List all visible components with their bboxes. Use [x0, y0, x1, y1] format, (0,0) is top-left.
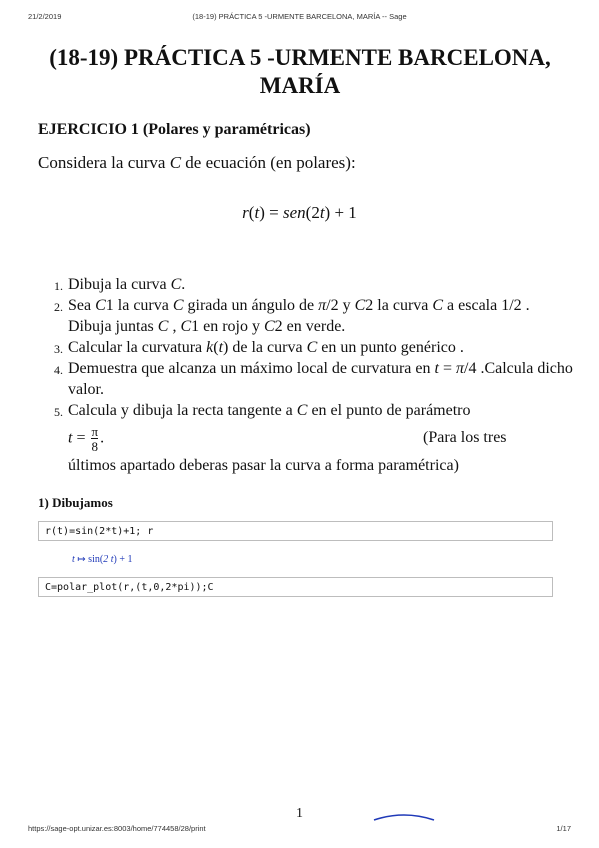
list-item: 1. Dibuja la curva C.	[48, 274, 573, 295]
print-pager: 1/17	[556, 824, 571, 833]
plot-curve-fragment	[370, 808, 440, 824]
print-url: https://sage-opt.unizar.es:8003/home/774458/28/print	[28, 824, 206, 833]
print-tab-title: (18-19) PRÁCTICA 5 -URMENTE BARCELONA, MARÍA -- Sage	[192, 12, 407, 21]
parameter-line	[68, 421, 573, 455]
curve-equation: r(t) = sen(2t) + 1	[242, 203, 357, 222]
list-item: 3. Calcular la curvatura k(t) de la curva C en un punto genérico .	[48, 337, 573, 358]
list-item: 2. Sea C1 la curva C girada un ángulo de π/2 y C2 la curva C a escala 1/2 . Dibuja juntas C , C1 en rojo y C2 en verde.	[54, 297, 530, 335]
list-item: 4. Demuestra que alcanza un máximo local de curvatura en t = π/4 .Calcula dicho valor.	[54, 360, 573, 398]
intro-text: Considera la curva C de ecuación (en polares):	[38, 153, 356, 172]
code-cell-input[interactable]: r(t)=sin(2*t)+1; r	[38, 521, 553, 541]
list-item: 5. Calcula y dibuja la recta tangente a C en el punto de parámetro t = $\frac{\pi}{8}$ . (Para los tres últimos apartado deberas pasar la curva a forma paramétrica)	[48, 400, 573, 476]
item-number: 1.	[54, 279, 63, 293]
code-cell-input[interactable]: C=polar_plot(r,(t,0,2*pi));C	[38, 577, 553, 597]
plot-curve-arc	[374, 815, 434, 820]
section-heading: EJERCICIO 1 (Polares y paramétricas)	[38, 121, 311, 138]
cell-output: t ↦ sin(2 t) + 1	[72, 554, 133, 565]
subheading: 1) Dibujamos	[38, 495, 113, 510]
item-number: 2.	[54, 300, 63, 314]
exercise-list	[48, 274, 573, 476]
item-number: 3.	[54, 342, 63, 356]
parameter-value: t = $\frac{\pi}{8}$ .	[68, 424, 105, 454]
item-note-continuation: últimos apartado deberas pasar la curva a forma paramétrica)	[68, 457, 459, 474]
item-number: 4.	[54, 363, 63, 377]
fraction: $\frac{\pi}{8}$	[91, 424, 99, 454]
page-number: 1	[296, 806, 303, 821]
item-note: (Para los tres	[423, 429, 507, 446]
page-title: (18-19) PRÁCTICA 5 -URMENTE BARCELONA, MARÍA	[49, 45, 551, 98]
item-number: 5.	[54, 405, 63, 419]
print-date: 21/2/2019	[28, 12, 62, 21]
